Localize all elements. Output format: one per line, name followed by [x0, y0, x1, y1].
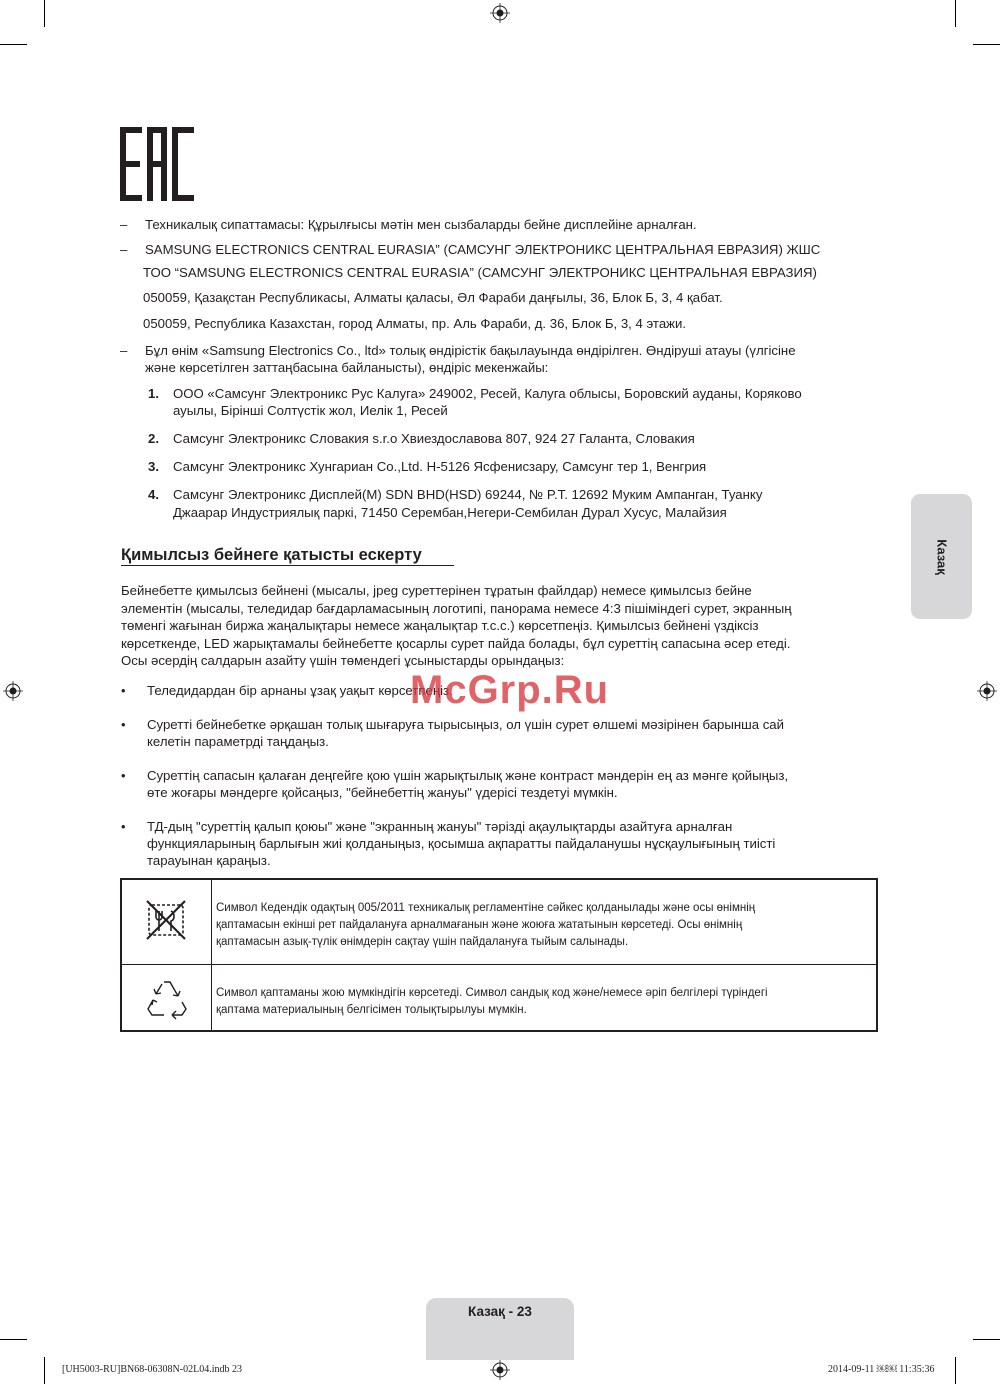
- crop-mark: [44, 0, 45, 27]
- table-cell-line: қаптамасын екінші рет пайдалануға арналмағанын және жоюға жататынын көрсетеді. Осы өнімнің: [216, 919, 743, 931]
- section-heading: Қимылсыз бейнеге қатысты ескерту: [121, 546, 422, 564]
- bullet-marker: •: [121, 819, 126, 834]
- list-item-line: Самсунг Электроникс Хунгариан Co.,Ltd. H-5126 Ясфенисзару, Самсунг тер 1, Венгрия: [173, 459, 707, 474]
- side-tab-label: Казақ: [934, 538, 949, 575]
- paragraph-line: төменгі жағынан биржа жаңалықтары немесе жаңалықтар т.с.с.) көрсетпеңіз. Қимылсыз бейнені үздіксіз: [121, 618, 759, 633]
- bullet-item-line: өте жоғары мәндерге қойсаңыз, "бейнебеттің жануы" үдерісі тездетуі мүмкін.: [147, 785, 618, 800]
- list-item-line: Самсунг Электроникс Дисплей(M) SDN BHD(HSD) 69244, № P.T. 12692 Муким Ампанган, Туанку: [173, 487, 763, 502]
- heading-underline: [121, 565, 454, 566]
- list-item-line: ауылы, Бірінші Солтүстік жол, Иелік 1, Ресей: [173, 403, 448, 418]
- paragraph-line: Осы әсердің салдарын азайту үшін төмендегі ұсыныстарды орындаңыз:: [121, 653, 565, 668]
- dash-marker: –: [120, 217, 128, 232]
- crop-mark: [955, 0, 956, 27]
- bullet-item-line: келетін параметрді таңдаңыз.: [147, 734, 329, 749]
- crop-mark: [973, 44, 1000, 45]
- bullet-item-line: Теледидардан бір арнаны ұзақ уақыт көрсетпеңіз.: [147, 683, 453, 698]
- bullet-item-line: Суретті бейнебетке әрқашан толық шығаруға тырысыңыз, ол үшін сурет өлшемі мәзірінен барынша сай: [147, 717, 784, 732]
- paragraph-line: элементін (мысалы, теледидар бағдарламасының логотипі, панорама немесе 4:3 пішіміндегі сурет, экранның: [121, 601, 792, 616]
- dash-item-line: Бұл өнім «Samsung Electronics Co., ltd» толық өндірістік бақылауында өндірілген. Өндіруші атауы (үлгісіне: [145, 343, 796, 358]
- bullet-item-line: ТД-дың "суреттің қалып қоюы" және "экранның жануы" тәрізді ақаулықтарды азайтуға арналған: [147, 819, 733, 834]
- list-number: 3.: [148, 459, 159, 474]
- table-row-divider: [122, 964, 876, 965]
- paragraph-line: Бейнебетте қимылсыз бейнені (мысалы, jpeg суреттерінен тұратын файлдар) немесе қимылсыз бейне: [121, 583, 752, 598]
- list-item-line: Джаарар Индустриялық паркі, 71450 Серембан,Негери-Сембилан Дурал Хусус, Малайзия: [173, 505, 727, 520]
- print-slug-right: 2014-09-11 ￼￼ 11:35:36: [828, 1364, 935, 1375]
- table-cell-line: Символ Кедендік одақтың 005/2011 техникалық регламентіне сәйкес қолданылады және осы өнімнің: [216, 902, 756, 914]
- list-item-line: Самсунг Электроникс Словакия s.r.o Хвиездославова 807, 924 27 Галанта, Словакия: [173, 431, 695, 446]
- address-line: 050059, Республика Казахстан, город Алматы, пр. Аль Фараби, д. 36, Блок Б, 3, 4 этажи.: [143, 316, 687, 331]
- table-cell-line: қаптамасын азық-түлік өнімдерін сақтау үшін пайдалануға тыйым салынады.: [216, 936, 629, 948]
- dash-item-line: SAMSUNG ELECTRONICS CENTRAL EURASIA” (САМСУНГ ЭЛЕКТРОНИКС ЦЕНТРАЛЬНАЯ ЕВРАЗИЯ) ЖШС: [145, 242, 821, 257]
- bullet-item-line: функцияларының барлығын жиі қолданыңыз, қосымша ақпаратты пайдаланушы нұсқаулығының тиісті: [147, 836, 776, 851]
- crop-mark: [44, 1357, 45, 1384]
- registration-mark-icon: [3, 681, 23, 701]
- paragraph-line: көрсеткенде, LED жарықтамалы бейнебетте қосарлы сурет пайда болады, бұл суреттің сапасына әсер етеді.: [121, 636, 791, 651]
- table-cell-line: Символ қаптаманы жою мүмкіндігін көрсетеді. Символ сандық код және/немесе әріп белгілері түріндегі: [216, 987, 768, 999]
- watermark-text: McGrp.Ru: [410, 668, 610, 712]
- eac-logo: [120, 127, 194, 201]
- bullet-marker: •: [121, 768, 126, 783]
- address-line: 050059, Қазақстан Республикасы, Алматы қаласы, Әл Фараби даңғылы, 36, Блок Б, 3, 4 қабат.: [143, 290, 723, 305]
- no-food-contact-icon: [143, 897, 189, 943]
- bullet-marker: •: [121, 683, 126, 698]
- bullet-marker: •: [121, 717, 126, 732]
- crop-mark: [973, 1339, 1000, 1340]
- dash-item-line: Техникалық сипаттамасы: Құрылғысы мәтін мен сызбаларды бейне дисплейіне арналған.: [145, 217, 697, 232]
- crop-mark: [0, 44, 27, 45]
- registration-mark-icon: [490, 1360, 510, 1380]
- crop-mark: [955, 1357, 956, 1384]
- list-item-line: ООО «Самсунг Электроникс Рус Калуга» 249002, Ресей, Калуга облысы, Боровский ауданы, Коряково: [173, 386, 802, 401]
- language-side-tab: [911, 494, 972, 619]
- table-cell-line: қаптама материалының белгісімен толықтырылуы мүмкін.: [216, 1004, 527, 1016]
- dash-marker: –: [120, 242, 128, 257]
- page-number-tab: [426, 1298, 574, 1360]
- registration-mark-icon: [977, 681, 997, 701]
- dash-item-line: және көрсетілген заттаңбасына байланысты), өндіріс мекенжайы:: [145, 360, 549, 375]
- list-number: 1.: [148, 386, 159, 401]
- list-number: 4.: [148, 487, 159, 502]
- registration-mark-icon: [490, 3, 510, 23]
- recycle-icon: [144, 978, 190, 1022]
- list-number: 2.: [148, 431, 159, 446]
- crop-mark: [0, 1339, 27, 1340]
- print-slug-left: [UH5003-RU]BN68-06308N-02L04.indb 23: [62, 1364, 242, 1375]
- dash-item-line: ТОО “SAMSUNG ELECTRONICS CENTRAL EURASIA” (САМСУНГ ЭЛЕКТРОНИКС ЦЕНТРАЛЬНАЯ ЕВРАЗИЯ): [143, 265, 817, 280]
- table-column-divider: [211, 880, 212, 1030]
- bullet-item-line: Суреттің сапасын қалаған деңгейге қою үшін жарықтылық және контраст мәндерін ең аз мәнге қойыңыз,: [147, 768, 789, 783]
- bullet-item-line: тарауынан қараңыз.: [147, 853, 271, 868]
- page-number: Казақ - 23: [468, 1304, 532, 1319]
- symbols-table: [120, 878, 878, 1032]
- dash-marker: –: [120, 343, 128, 358]
